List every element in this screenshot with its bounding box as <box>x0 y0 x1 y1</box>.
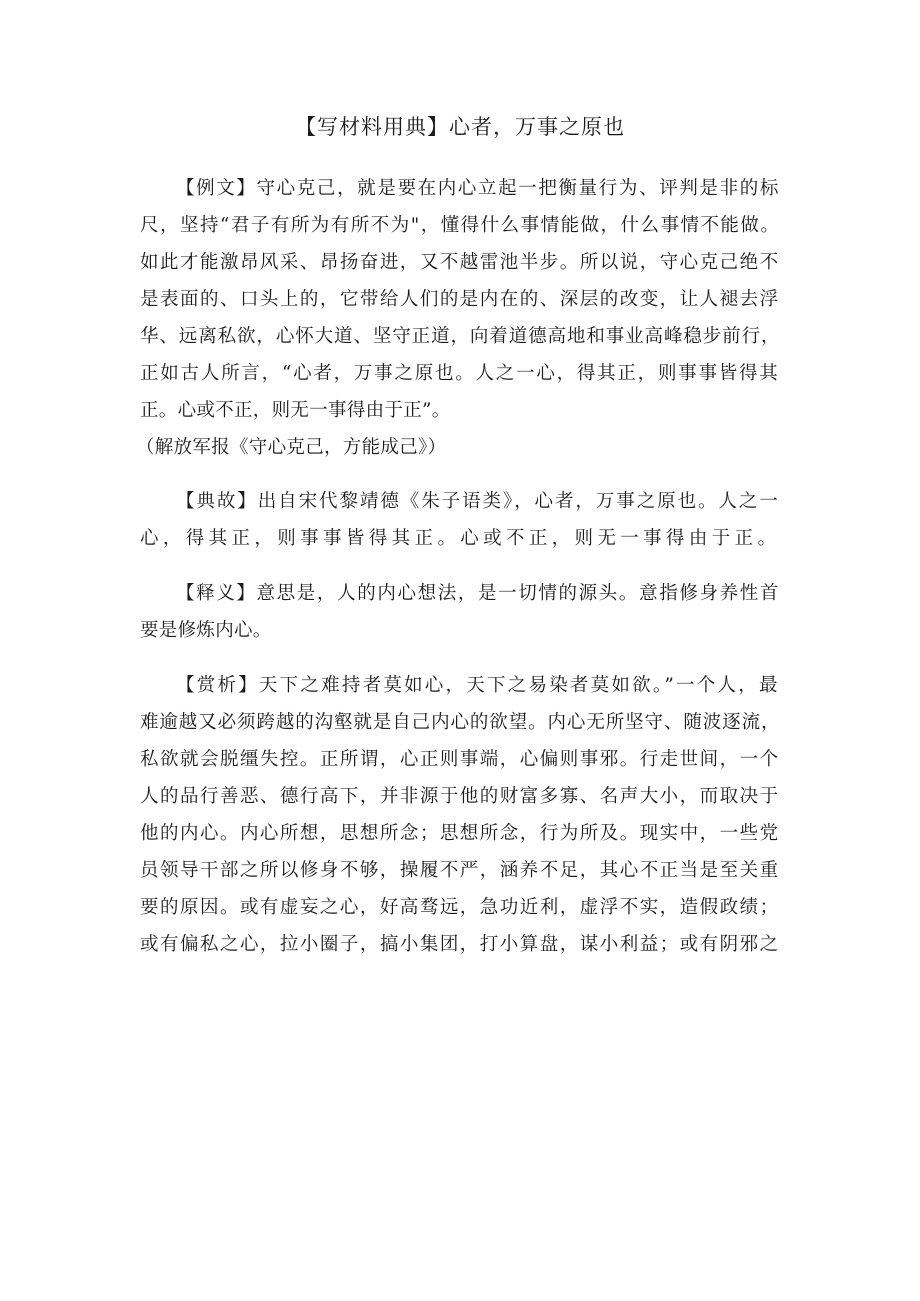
allusion-line: 心，得其正，则事事皆得其正。心或不正，则无一事得由于正。 <box>140 528 781 549</box>
appreciation-line: 【赏析】天下之难持者莫如心，天下之易染者莫如欲。”一个人，最 <box>176 675 780 696</box>
meaning-line: 要是修炼内心。 <box>140 620 272 641</box>
example-line: 华、远离私欲，心怀大道、坚守正道，向着道德高地和事业高峰稳步前行， <box>140 326 781 347</box>
appreciation-line: 要的原因。或有虚妄之心，好高骛远，急功近利，虚浮不实，造假政绩； <box>140 897 780 918</box>
example-line: 正如古人所言，“心者，万事之原也。人之一心，得其正，则事事皆得其 <box>140 363 780 384</box>
allusion-line: 【典故】出自宋代黎靖德《朱子语类》，心者，万事之原也。人之一 <box>176 491 780 512</box>
example-line: 【例文】守心克己，就是要在内心立起一把衡量行为、评判是非的标 <box>176 178 781 199</box>
appreciation-line: 他的内心。内心所想，思想所念；思想所念，行为所及。现实中，一些党 <box>140 823 780 844</box>
appreciation-line: 员领导干部之所以修身不够，操履不严，涵养不足，其心不正当是至关重 <box>140 860 780 881</box>
example-line: 尺，坚持“君子有所为有所不为"，懂得什么事情能做，什么事情不能做。 <box>140 215 781 236</box>
appreciation-line: 或有偏私之心，拉小圈子，搞小集团，打小算盘，谋小利益；或有阴邪之 <box>140 934 780 955</box>
appreciation-line: 私欲就会脱缰失控。正所谓，心正则事端，心偏则事邪。行走世间，一个 <box>140 749 780 770</box>
example-line: 正。心或不正，则无一事得由于正”。 <box>140 400 451 421</box>
meaning-line: 【释义】意思是，人的内心想法，是一切情的源头。意指修身养性首 <box>176 583 781 604</box>
page-title: 【写材料用典】心者，万事之原也 <box>295 115 625 139</box>
appreciation-line: 难逾越又必须跨越的沟壑就是自己内心的欲望。内心无所坚守、随波逐流， <box>140 712 781 733</box>
example-line: 如此才能激昂风采、昂扬奋进，又不越雷池半步。所以说，守心克己绝不 <box>140 252 780 273</box>
example-source: （解放军报《守心克己，方能成己》） <box>136 437 447 458</box>
appreciation-line: 人的品行善恶、德行高下，并非源于他的财富多寡、名声大小，而取决于 <box>140 786 780 807</box>
example-line: 是表面的、口头上的，它带给人们的是内在的、深层的改变，让人褪去浮 <box>140 289 780 310</box>
